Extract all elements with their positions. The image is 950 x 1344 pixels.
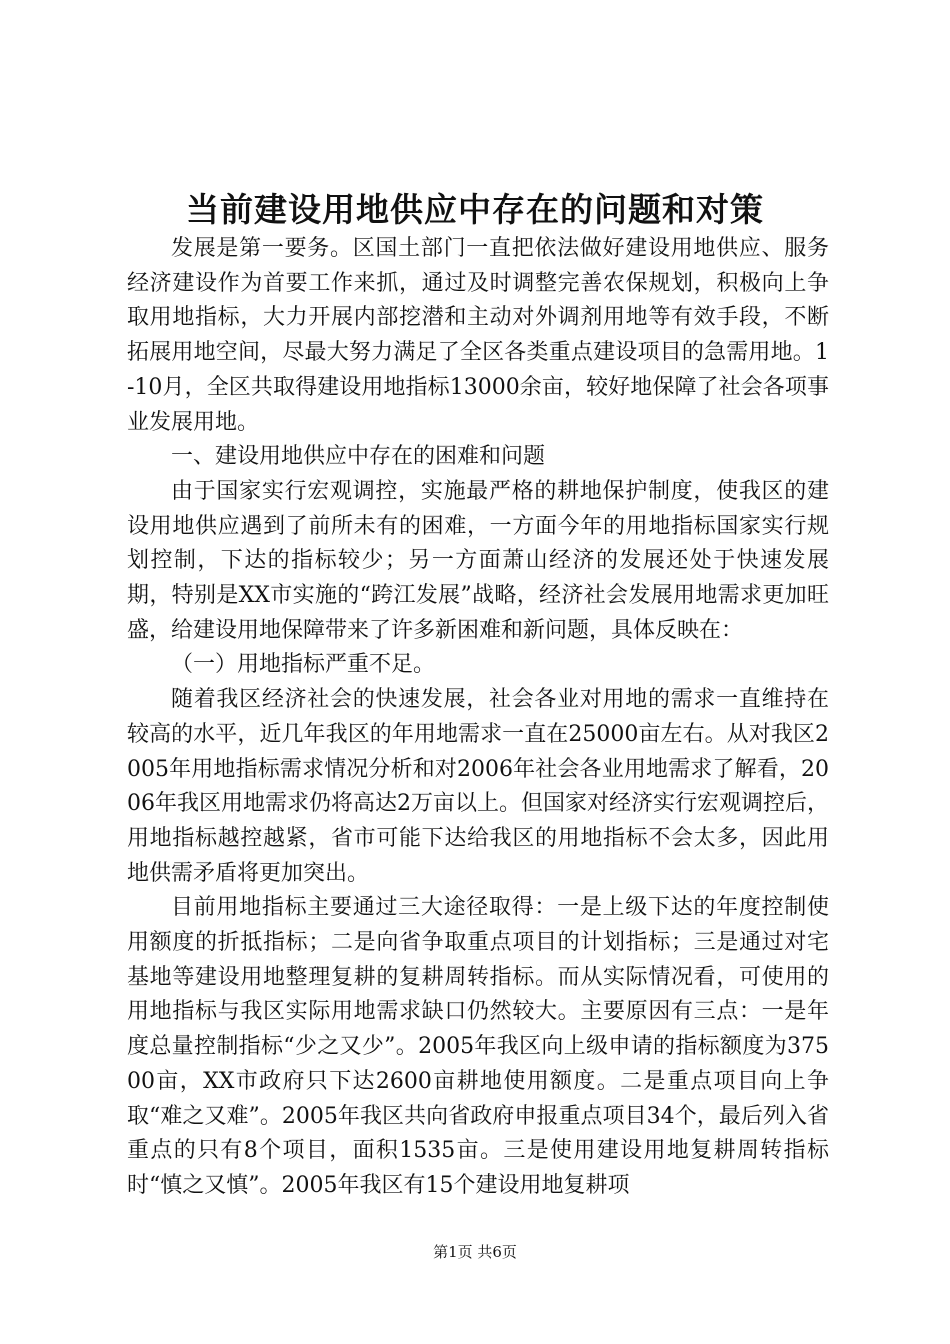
- document-body: [127, 232, 829, 1204]
- page-number-footer: 第1页 共6页: [433, 1243, 517, 1261]
- section-heading-1: 一、建设用地供应中存在的困难和问题: [171, 444, 546, 470]
- paragraph-demand: 随着我区经济社会的快速发展，社会各业对用地的需求一直维持在较高的水平，近几年我区的年用地需求一直在25000亩左右。从对我区2005年用地指标需求情况分析和对2006年社会各业用地需求了解看，2006年我区用地需求仍将高达2万亩以上。但国家对经济实行宏观调控后，用地指标越控越紧，省市可能下达给我区的用地指标不会太多，因此用地供需矛盾将更加突出。: [127, 687, 829, 886]
- paragraph-intro: 发展是第一要务。区国土部门一直把依法做好建设用地供应、服务经济建设作为首要工作来抓，通过及时调整完善农保规划，积极向上争取用地指标，大力开展内部挖潜和主动对外调剂用地等有效手段，不断拓展用地空间，尽最大努力满足了全区各类重点建设项目的急需用地。1-10月，全区共取得建设用地指标13000余亩，较好地保障了社会各项事业发展用地。: [127, 236, 829, 435]
- paragraph-background: 由于国家实行宏观调控，实施最严格的耕地保护制度，使我区的建设用地供应遇到了前所未有的困难，一方面今年的用地指标国家实行规划控制，下达的指标较少；另一方面萧山经济的发展还处于快速发展期，特别是XX市实施的“跨江发展”战略，经济社会发展用地需求更加旺盛，给建设用地保障带来了许多新困难和新问题，具体反映在：: [127, 478, 829, 643]
- paragraph-channels: 目前用地指标主要通过三大途径取得：一是上级下达的年度控制使用额度的折抵指标；二是向省争取重点项目的计划指标；三是通过对宅基地等建设用地整理复耕的复耕周转指标。而从实际情况看，可使用的用地指标与我区实际用地需求缺口仍然较大。主要原因有三点：一是年度总量控制指标“少之又少”。2005年我区向上级申请的指标额度为37500亩，XX市政府只下达2600亩耕地使用额度。二是重点项目向上争取“难之又难”。2005年我区共向省政府申报重点项目34个，最后列入省重点的只有8个项目，面积1535亩。三是使用建设用地复耕周转指标时“慎之又慎”。2005年我区有15个建设用地复耕项: [127, 895, 829, 1198]
- subsection-heading-1: （一）用地指标严重不足。: [171, 652, 436, 678]
- document-title: 当前建设用地供应中存在的问题和对策: [186, 190, 764, 229]
